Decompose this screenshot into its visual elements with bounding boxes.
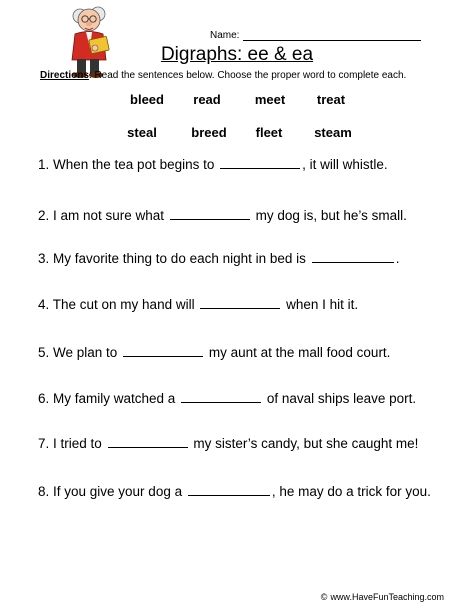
answer-blank[interactable] bbox=[200, 296, 280, 309]
sentence-text: , it will whistle. bbox=[302, 157, 388, 172]
answer-blank[interactable] bbox=[188, 483, 270, 496]
directions-label: Directions bbox=[40, 70, 89, 81]
sentence-7 bbox=[38, 435, 458, 451]
sentence-3 bbox=[38, 250, 458, 266]
footer-site[interactable]: www.HaveFunTeaching.com bbox=[330, 592, 444, 602]
footer bbox=[321, 592, 444, 602]
sentence-text: 7. I tried to bbox=[38, 436, 102, 451]
word-read: read bbox=[193, 92, 221, 107]
word-steam: steam bbox=[314, 125, 352, 140]
sentence-text: my dog is, but he’s small. bbox=[255, 208, 407, 223]
word-bleed: bleed bbox=[130, 92, 164, 107]
word-steal: steal bbox=[127, 125, 157, 140]
sentence-text: 4. The cut on my hand will bbox=[38, 297, 195, 312]
answer-blank[interactable] bbox=[220, 156, 300, 169]
sentence-text: my aunt at the mall food court. bbox=[208, 345, 391, 360]
answer-blank[interactable] bbox=[123, 344, 203, 357]
answer-blank[interactable] bbox=[108, 435, 188, 448]
answer-blank[interactable] bbox=[170, 207, 250, 220]
word-fleet: fleet bbox=[255, 125, 283, 140]
sentence-4 bbox=[38, 296, 458, 312]
sentence-text: 5. We plan to bbox=[38, 345, 118, 360]
name-label: Name: bbox=[210, 30, 240, 41]
sentence-6 bbox=[38, 390, 458, 406]
word-meet: meet bbox=[254, 92, 286, 107]
directions bbox=[40, 70, 450, 81]
page-title: Digraphs: ee & ea bbox=[160, 44, 314, 65]
sentence-1 bbox=[38, 156, 458, 172]
sentence-text: . bbox=[395, 251, 400, 266]
sentence-text: 8. If you give your dog a bbox=[38, 484, 183, 499]
sentence-text: 6. My family watched a bbox=[38, 391, 176, 406]
sentence-8 bbox=[38, 483, 458, 499]
name-line[interactable] bbox=[243, 30, 421, 41]
sentence-text: my sister’s candy, but she caught me! bbox=[193, 436, 419, 451]
sentence-2 bbox=[38, 207, 458, 223]
sentence-text: 3. My favorite thing to do each night in bed is bbox=[38, 251, 306, 266]
sentence-text: 1. When the tea pot begins to bbox=[38, 157, 215, 172]
sentence-5 bbox=[38, 344, 458, 360]
name-field bbox=[210, 30, 421, 41]
word-treat: treat bbox=[316, 92, 346, 107]
word-breed: breed bbox=[191, 125, 227, 140]
sentence-text: when I hit it. bbox=[286, 297, 359, 312]
answer-blank[interactable] bbox=[181, 390, 261, 403]
sentence-text: , he may do a trick for you. bbox=[271, 484, 431, 499]
sentence-text: 2. I am not sure what bbox=[38, 208, 165, 223]
directions-text: : Read the sentences below. Choose the proper word to complete each. bbox=[88, 70, 407, 81]
sentence-text: of naval ships leave port. bbox=[266, 391, 417, 406]
copyright-icon: © bbox=[320, 592, 328, 602]
answer-blank[interactable] bbox=[312, 250, 394, 263]
